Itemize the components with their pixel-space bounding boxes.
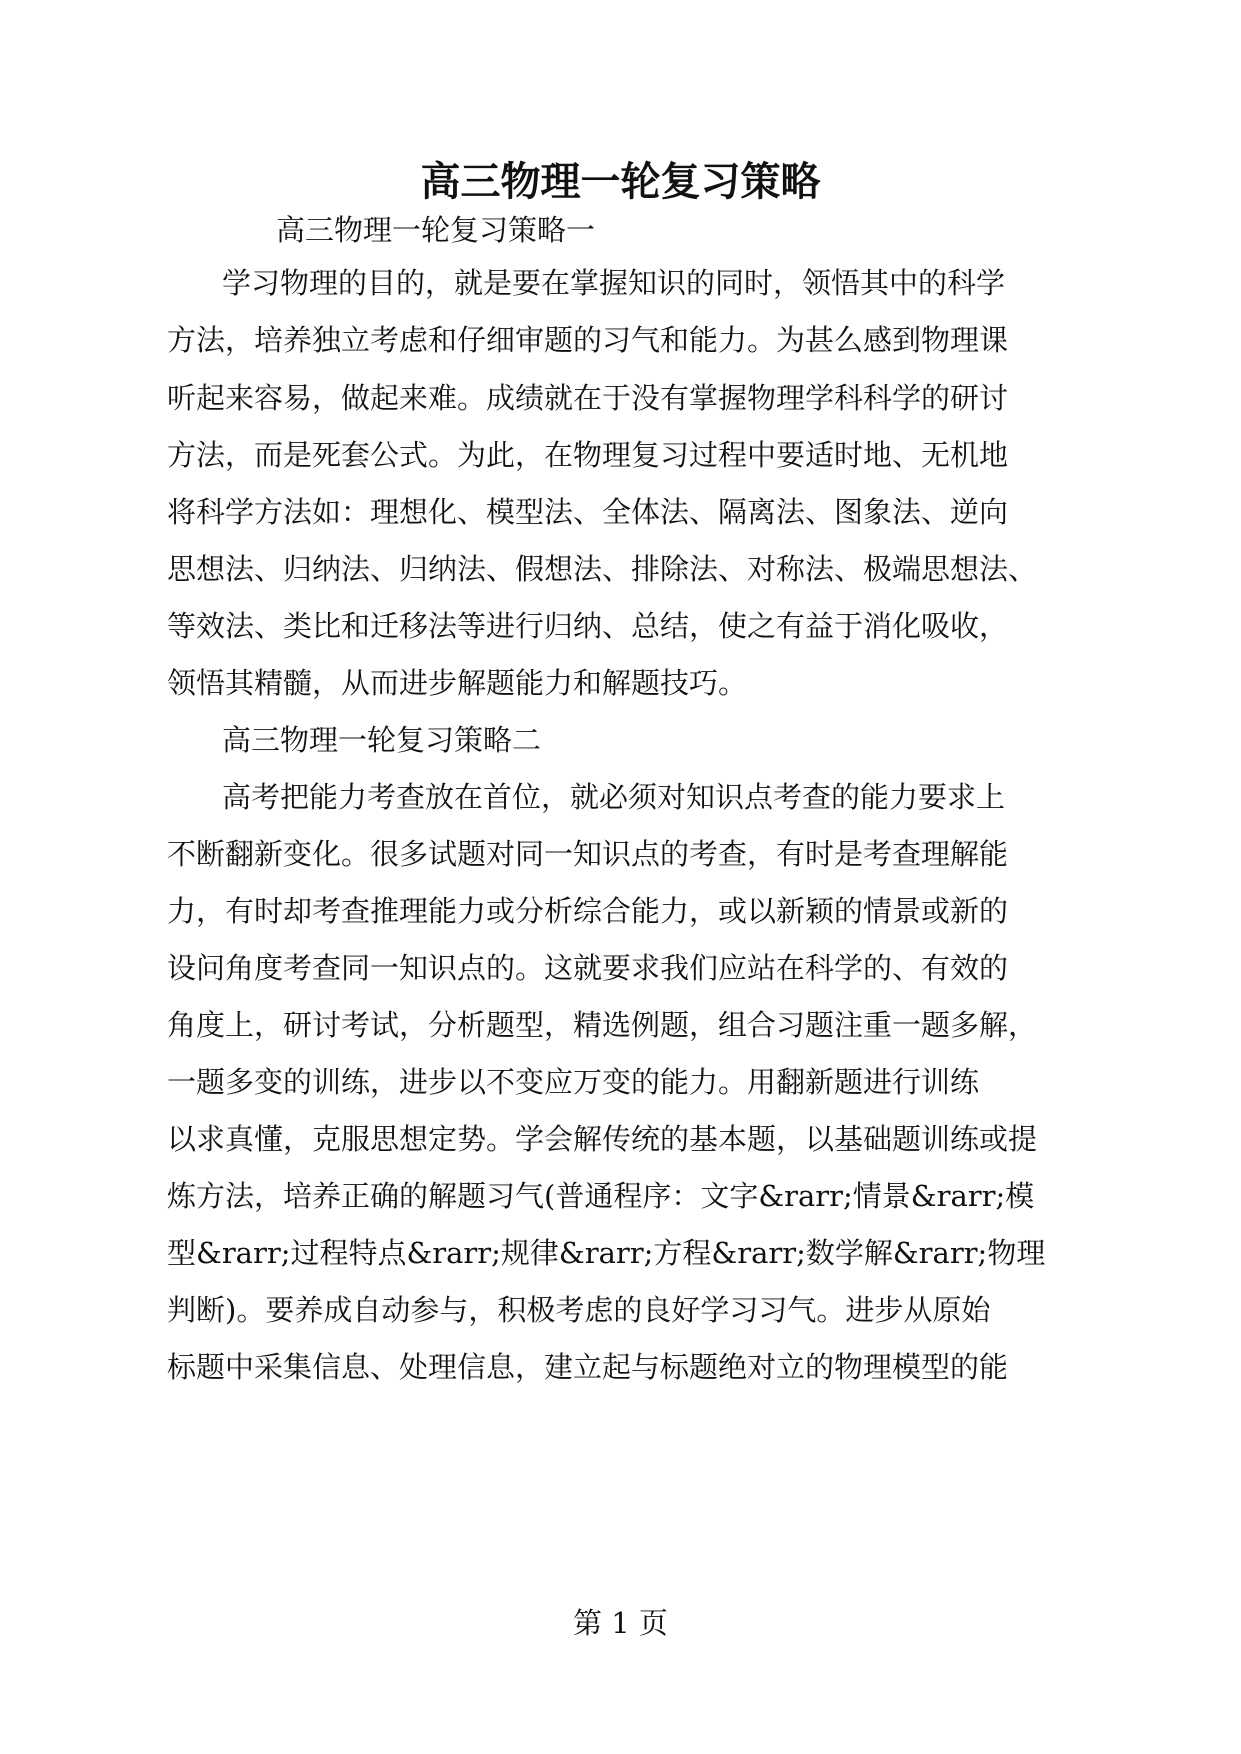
paragraph-line: 角度上，研讨考试，分析题型，精选例题，组合习题注重一题多解，	[167, 1008, 1038, 1042]
paragraph-line: 不断翻新变化。很多试题对同一知识点的考查，有时是考查理解能	[167, 837, 1009, 871]
paragraph-line: 方法，培养独立考虑和仔细审题的习气和能力。为甚么感到物理课	[167, 323, 1009, 357]
paragraph-line: 思想法、归纳法、归纳法、假想法、排除法、对称法、极端思想法、	[167, 552, 1038, 586]
paragraph-line: 领悟其精髓，从而进步解题能力和解题技巧。	[167, 666, 748, 700]
section-heading-1: 高三物理一轮复习策略一	[276, 213, 596, 247]
paragraph-line: 一题多变的训练，进步以不变应万变的能力。用翻新题进行训练	[167, 1065, 980, 1099]
paragraph-line: 将科学方法如：理想化、模型法、全体法、隔离法、图象法、逆向	[167, 495, 1009, 529]
paragraph-line: 以求真懂，克服思想定势。学会解传统的基本题，以基础题训练或提	[167, 1122, 1038, 1156]
paragraph-line: 炼方法，培养正确的解题习气(普通程序：文字&rarr;情景&rarr;模	[167, 1179, 1035, 1213]
page-number: 第 1 页	[573, 1606, 668, 1640]
paragraph-line: 高考把能力考查放在首位，就必须对知识点考查的能力要求上	[222, 780, 1006, 814]
paragraph-line: 学习物理的目的，就是要在掌握知识的同时，领悟其中的科学	[222, 266, 1006, 300]
section-heading-2: 高三物理一轮复习策略二	[222, 723, 542, 757]
paragraph-line: 力，有时却考查推理能力或分析综合能力，或以新颖的情景或新的	[167, 894, 1009, 928]
paragraph-line: 判断)。要养成自动参与，积极考虑的良好学习习气。进步从原始	[167, 1293, 991, 1327]
paragraph-line: 方法，而是死套公式。为此，在物理复习过程中要适时地、无机地	[167, 438, 1009, 472]
paragraph-line: 设问角度考查同一知识点的。这就要求我们应站在科学的、有效的	[167, 951, 1009, 985]
paragraph-line: 等效法、类比和迁移法等进行归纳、总结，使之有益于消化吸收，	[167, 609, 1009, 643]
paragraph-line: 型&rarr;过程特点&rarr;规律&rarr;方程&rarr;数学解&rarr;物理	[167, 1236, 1046, 1270]
page-title: 高三物理一轮复习策略	[420, 158, 821, 205]
paragraph-line: 听起来容易，做起来难。成绩就在于没有掌握物理学科科学的研讨	[167, 381, 1009, 415]
paragraph-line: 标题中采集信息、处理信息，建立起与标题绝对立的物理模型的能	[167, 1350, 1009, 1384]
